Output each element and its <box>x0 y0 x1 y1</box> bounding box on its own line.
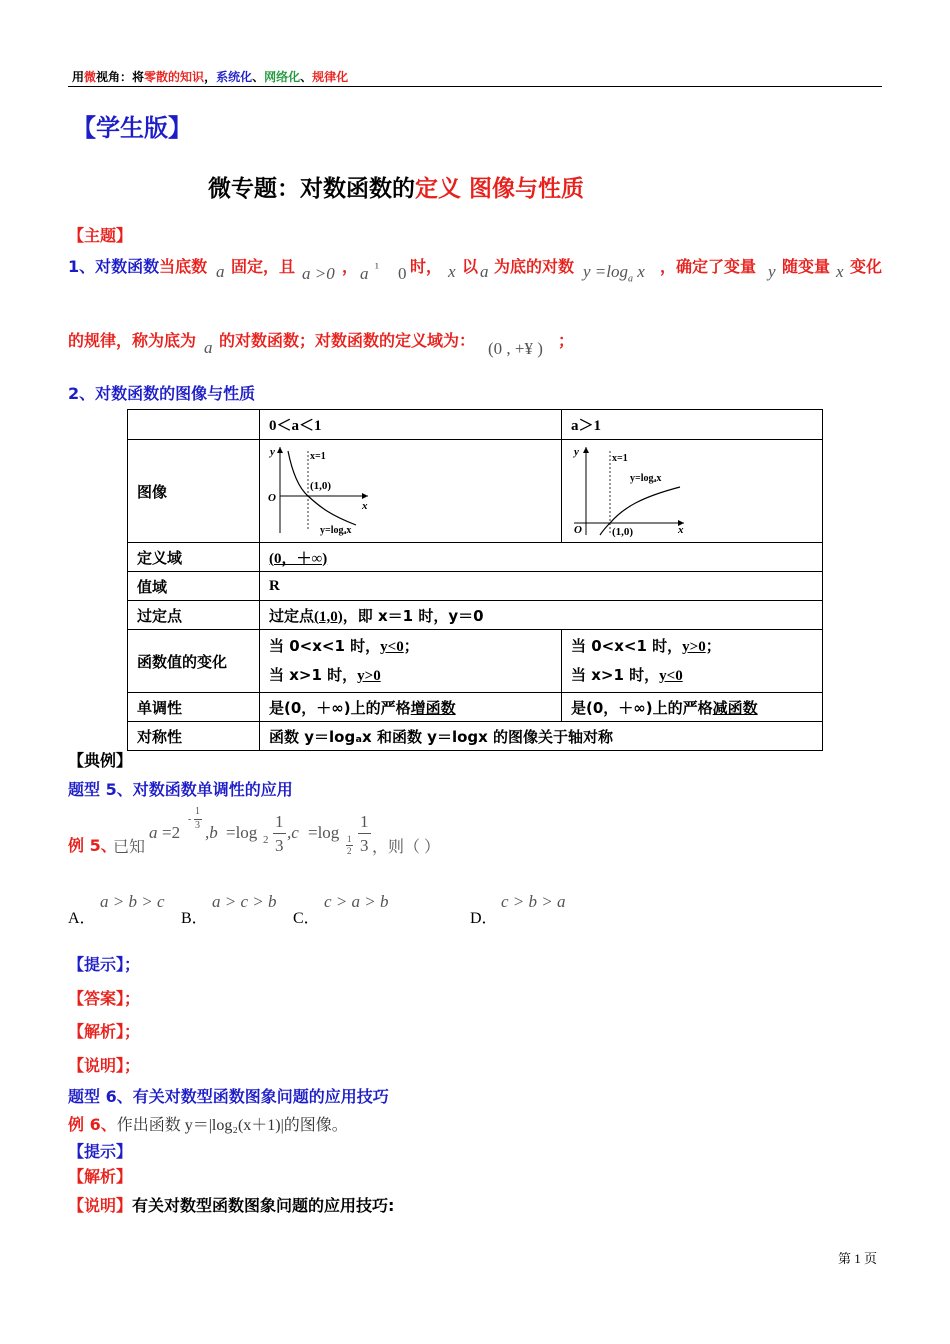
axis-label-x: x <box>362 500 368 512</box>
sub-fraction-den: 2 <box>347 846 352 856</box>
row-label-range: 值域 <box>128 572 260 601</box>
example-6-text: 作出函数 y＝|log₂(x＋1)|的图像。 <box>116 1117 348 1134</box>
tip-label: 【提示】 <box>68 1142 133 1161</box>
math-x: x <box>836 262 844 281</box>
curve-label: y=logₐx <box>630 473 662 484</box>
header-text: 网络化 <box>264 70 301 84</box>
option-d-letter: D． <box>470 910 498 927</box>
math-a: a <box>204 338 213 357</box>
table-row <box>128 543 823 572</box>
header-case-1: 0＜a＜1 <box>260 410 562 440</box>
domain-interval: (0 , +¥ ) <box>488 339 543 358</box>
section-heading: 2、对数函数的图像与性质 <box>68 384 256 403</box>
type5-heading <box>68 777 293 800</box>
heading-text: 题型 5、对数函数单调性的应用 <box>68 780 293 799</box>
exponent-den: 3 <box>195 820 200 831</box>
table-row <box>128 722 823 751</box>
point-value-cell <box>260 601 823 630</box>
point-label: (1,0) <box>310 480 332 492</box>
header-case-2: a＞1 <box>562 410 823 440</box>
math-minus: - <box>188 814 192 825</box>
row-label-point: 过定点 <box>128 601 260 630</box>
theme-text: 当底数 <box>159 257 208 276</box>
mono-value: 增函数 <box>410 698 456 717</box>
change-cell-1 <box>260 630 562 693</box>
analysis-label: 【解析】 <box>68 1167 133 1186</box>
math-text: ,b <box>205 823 218 842</box>
header-text: 视角：将 <box>96 70 145 84</box>
change-value: y<0 <box>659 668 683 684</box>
math-neq: ¹ <box>375 260 379 275</box>
header-text: 、 <box>300 70 313 84</box>
page-title <box>208 170 584 203</box>
theme-line-1 <box>68 254 207 277</box>
axis-label-y: y <box>574 446 579 458</box>
cell-text: 当 x>1 时， <box>269 666 358 684</box>
header-text: 、 <box>252 70 265 84</box>
curve-label: y=logₐx <box>320 525 352 536</box>
math-a-gt-0: a >0 <box>302 264 335 283</box>
row-label-change: 函数值的变化 <box>128 630 260 693</box>
cell-text: ，即 x＝1 时，y＝0 <box>342 606 484 625</box>
theme-text: ， <box>342 257 359 276</box>
cell-text: 当 0<x<1 时， <box>269 637 381 655</box>
theme-text: 随变量 <box>782 257 831 276</box>
theme-text: ； <box>558 331 575 350</box>
theme-text: 固定，且 <box>231 257 296 276</box>
note-label: 【说明】； <box>68 1056 141 1075</box>
cell-text: 当 x>1 时， <box>571 666 660 684</box>
sym-value: 函数 y＝logₐx 和函数 y＝logx 的图像关于轴对称 <box>260 722 823 751</box>
cell-text: 是(0，＋∞)上的严格 <box>269 698 411 717</box>
math-sub: a <box>628 273 633 285</box>
fraction-den: 3 <box>360 836 369 855</box>
example-5-then: ，则（ ） <box>372 839 441 856</box>
answer-label: 【答案】； <box>68 989 141 1008</box>
exponent-num: 1 <box>195 806 200 817</box>
math-log-expr <box>583 262 645 284</box>
option-c-letter: C． <box>293 910 320 927</box>
cell-text: ； <box>403 637 419 655</box>
math-text: =log <box>226 823 258 842</box>
table-row <box>128 410 823 440</box>
math-zero: 0 <box>398 264 407 283</box>
examples-label: 【典例】 <box>68 751 133 770</box>
option-d-expr: c > b > a <box>501 892 566 911</box>
heading-text: 题型 6、有关对数型函数图象问题的应用技巧 <box>68 1087 389 1106</box>
cell-text: 当 0<x<1 时， <box>571 637 683 655</box>
page-header <box>72 68 348 85</box>
mono-cell-2 <box>562 693 823 722</box>
fraction-den: 3 <box>275 836 284 855</box>
note-text: 有关对数型函数图象问题的应用技巧: <box>132 1196 395 1215</box>
header-text: 零散的知识 <box>144 70 205 84</box>
title-part2: 定义 图像与性质 <box>415 176 585 202</box>
theme-label: 【主题】 <box>68 226 133 245</box>
example-6-label: 例 6、 <box>68 1115 117 1134</box>
page-number: 第 1 页 <box>838 1251 878 1266</box>
header-text: ， <box>204 70 217 84</box>
axis-label-y: y <box>270 446 275 458</box>
theme-text: 的规律，称为底为 <box>68 331 197 350</box>
theme-text: ，确定了变量 <box>660 257 757 276</box>
change-value: y>0 <box>682 639 706 655</box>
type6-heading <box>68 1084 389 1107</box>
asymptote-label: x=1 <box>612 453 628 464</box>
math-text: x <box>637 262 645 281</box>
note-label: 【说明】 <box>68 1196 133 1215</box>
theme-text: 变化 <box>850 257 883 276</box>
graph-log-decreasing <box>260 441 560 541</box>
option-b-expr: a > c > b <box>212 892 277 911</box>
option-a-expr: a > b > c <box>100 892 165 911</box>
domain-value-cell <box>260 543 823 572</box>
table-row <box>128 693 823 722</box>
math-x: x <box>448 262 456 281</box>
option-b-letter: B． <box>181 910 208 927</box>
math-text: ,c <box>287 823 299 842</box>
option-c-expr: c > a > b <box>324 892 389 911</box>
math-a: a <box>480 262 489 281</box>
axis-label-x: x <box>678 524 684 536</box>
theme-text: 以 <box>462 257 479 276</box>
table-row <box>128 572 823 601</box>
range-value: R <box>260 572 823 601</box>
version-badge: 【学生版】 <box>72 114 192 142</box>
option-a-letter: A． <box>68 910 96 927</box>
fraction-num: 1 <box>275 812 284 831</box>
math-a: a <box>149 823 158 842</box>
graph-cell-2 <box>562 440 823 543</box>
fraction-bar <box>273 833 286 834</box>
example-5-text: 已知 <box>113 839 146 856</box>
fraction-bar <box>358 833 371 834</box>
theme-text: 的对数函数；对数函数的定义域为： <box>219 331 476 350</box>
example-6 <box>68 1112 348 1135</box>
table-row <box>128 630 823 693</box>
math-sub: 2 <box>263 834 269 846</box>
cell-text: 是(0，＋∞)上的严格 <box>571 698 713 717</box>
cell-text: ； <box>705 637 721 655</box>
table-cell <box>128 410 260 440</box>
origin-label: O <box>268 492 276 504</box>
header-text: 系统化 <box>216 70 253 84</box>
header-text: 规律化 <box>312 70 349 84</box>
cell-text: 过定点 <box>269 606 315 625</box>
note-line <box>68 1193 394 1216</box>
table-row <box>128 440 823 543</box>
math-y: y <box>768 262 776 281</box>
theme-text: 时， <box>410 257 443 276</box>
analysis-label: 【解析】； <box>68 1022 141 1041</box>
table-row <box>128 601 823 630</box>
row-label-mono: 单调性 <box>128 693 260 722</box>
fraction-num: 1 <box>360 812 369 831</box>
theme-text: 1、对数函数 <box>68 257 160 276</box>
mono-cell-1 <box>260 693 562 722</box>
mono-value: 减函数 <box>712 698 758 717</box>
theme-text: 为底的对数 <box>494 257 575 276</box>
tip-label: 【提示】； <box>68 955 141 974</box>
math-a: a <box>360 264 369 283</box>
title-part1: 微专题：对数函数的 <box>208 176 415 202</box>
math-text: =log <box>308 823 340 842</box>
sub-fraction-num: 1 <box>347 834 352 844</box>
row-label-graph: 图像 <box>128 440 260 543</box>
header-text: 微 <box>84 70 97 84</box>
properties-table <box>127 409 823 751</box>
asymptote-label: x=1 <box>310 451 326 462</box>
change-value: y<0 <box>380 639 404 655</box>
point-label: (1,0) <box>612 526 634 538</box>
change-value: y>0 <box>357 668 381 684</box>
origin-label: O <box>574 524 582 536</box>
math-a: a <box>216 262 225 281</box>
graph-log-increasing <box>562 441 822 541</box>
example-5-label: 例 5、 <box>68 836 117 855</box>
graph-cell-1 <box>260 440 562 543</box>
domain-value: (0，＋∞) <box>269 550 328 567</box>
change-cell-2 <box>562 630 823 693</box>
row-label-sym: 对称性 <box>128 722 260 751</box>
fixed-point: (1,0) <box>314 608 343 625</box>
math-text: y =log <box>583 262 628 281</box>
math-text: =2 <box>162 823 181 842</box>
header-text: 用 <box>72 70 85 84</box>
header-divider <box>68 86 882 87</box>
row-label-domain: 定义域 <box>128 543 260 572</box>
